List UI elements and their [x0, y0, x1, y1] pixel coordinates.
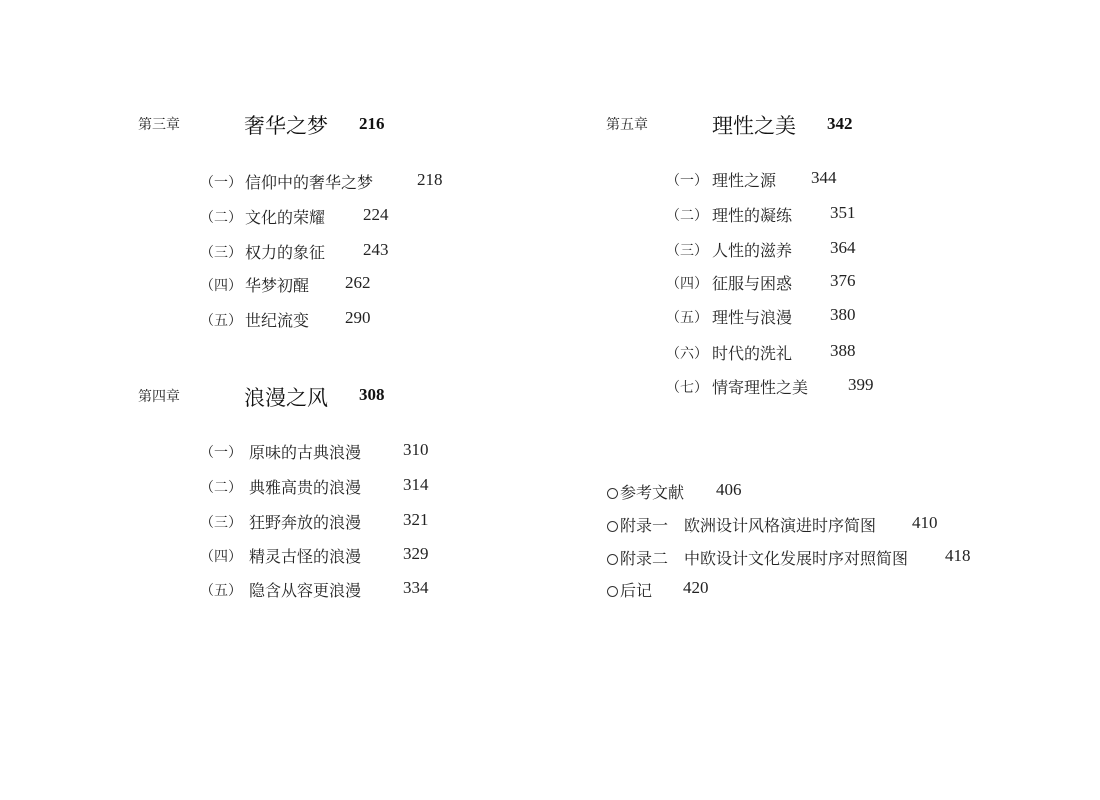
- section-title: 世纪流变: [245, 311, 310, 330]
- section-page-number: 388: [830, 341, 856, 360]
- section-number: （一）: [200, 445, 242, 461]
- section-number: （四）: [200, 549, 242, 565]
- chapter-label: 第四章: [138, 389, 180, 405]
- section-number: （二）: [666, 208, 708, 224]
- section-title: 狂野奔放的浪漫: [249, 513, 362, 532]
- section-number: （一）: [666, 173, 708, 189]
- section-page-number: 351: [830, 203, 856, 222]
- section-title: 典雅高贵的浪漫: [249, 478, 362, 497]
- section-number: （三）: [666, 243, 708, 259]
- section-page-number: 290: [345, 308, 371, 327]
- chapter-title: 理性之美: [712, 114, 796, 138]
- section-number: （四）: [200, 278, 242, 294]
- section-page-number: 262: [345, 273, 371, 292]
- section-title: 精灵古怪的浪漫: [249, 547, 362, 566]
- section-page-number: 218: [417, 170, 443, 189]
- section-number: （二）: [200, 210, 242, 226]
- section-page-number: 380: [830, 305, 856, 324]
- section-number: （五）: [200, 313, 242, 329]
- section-page-number: 344: [811, 168, 837, 187]
- section-number: （四）: [666, 276, 708, 292]
- section-page-number: 314: [403, 475, 429, 494]
- section-title: 文化的荣耀: [245, 208, 326, 227]
- appendix-page-number: 418: [945, 546, 971, 565]
- circle-bullet-icon: [607, 488, 618, 499]
- circle-bullet-icon: [607, 554, 618, 565]
- chapter-label: 第五章: [606, 117, 648, 133]
- section-number: （三）: [200, 515, 242, 531]
- section-page-number: 376: [830, 271, 856, 290]
- section-page-number: 224: [363, 205, 389, 224]
- section-title: 理性与浪漫: [712, 308, 793, 327]
- section-title: 征服与困惑: [712, 274, 793, 293]
- section-title: 情寄理性之美: [712, 378, 809, 397]
- section-title: 理性之源: [712, 171, 777, 190]
- circle-bullet-icon: [607, 521, 618, 532]
- chapter-title: 浪漫之风: [244, 386, 328, 410]
- chapter-page-number: 216: [359, 114, 385, 133]
- section-number: （五）: [200, 583, 242, 599]
- chapter-label: 第三章: [138, 117, 180, 133]
- section-title: 时代的洗礼: [712, 344, 793, 363]
- section-page-number: 364: [830, 238, 856, 257]
- section-number: （二）: [200, 480, 242, 496]
- chapter-page-number: 342: [827, 114, 853, 133]
- section-title: 权力的象征: [245, 243, 326, 262]
- section-page-number: 310: [403, 440, 429, 459]
- section-number: （六）: [666, 346, 708, 362]
- section-number: （一）: [200, 175, 242, 191]
- section-title: 信仰中的奢华之梦: [245, 173, 374, 192]
- appendix-page-number: 410: [912, 513, 938, 532]
- section-title: 人性的滋养: [712, 241, 793, 260]
- chapter-title: 奢华之梦: [244, 114, 328, 138]
- section-page-number: 334: [403, 578, 429, 597]
- chapter-page-number: 308: [359, 385, 385, 404]
- appendix-page-number: 420: [683, 578, 709, 597]
- appendix-page-number: 406: [716, 480, 742, 499]
- section-title: 华梦初醒: [245, 276, 310, 295]
- section-number: （五）: [666, 310, 708, 326]
- section-page-number: 321: [403, 510, 429, 529]
- appendix-item-title: 附录一 欧洲设计风格演进时序简图: [607, 513, 876, 536]
- section-page-number: 329: [403, 544, 429, 563]
- section-page-number: 399: [848, 375, 874, 394]
- section-number: （三）: [200, 245, 242, 261]
- section-title: 隐含从容更浪漫: [249, 581, 362, 600]
- appendix-item-title: 参考文献: [607, 480, 684, 503]
- section-number: （七）: [666, 380, 708, 396]
- appendix-item-title: 附录二 中欧设计文化发展时序对照简图: [607, 546, 908, 569]
- circle-bullet-icon: [607, 586, 618, 597]
- section-page-number: 243: [363, 240, 389, 259]
- section-title: 原味的古典浪漫: [249, 443, 362, 462]
- appendix-item-title: 后记: [607, 578, 652, 601]
- section-title: 理性的凝练: [712, 206, 793, 225]
